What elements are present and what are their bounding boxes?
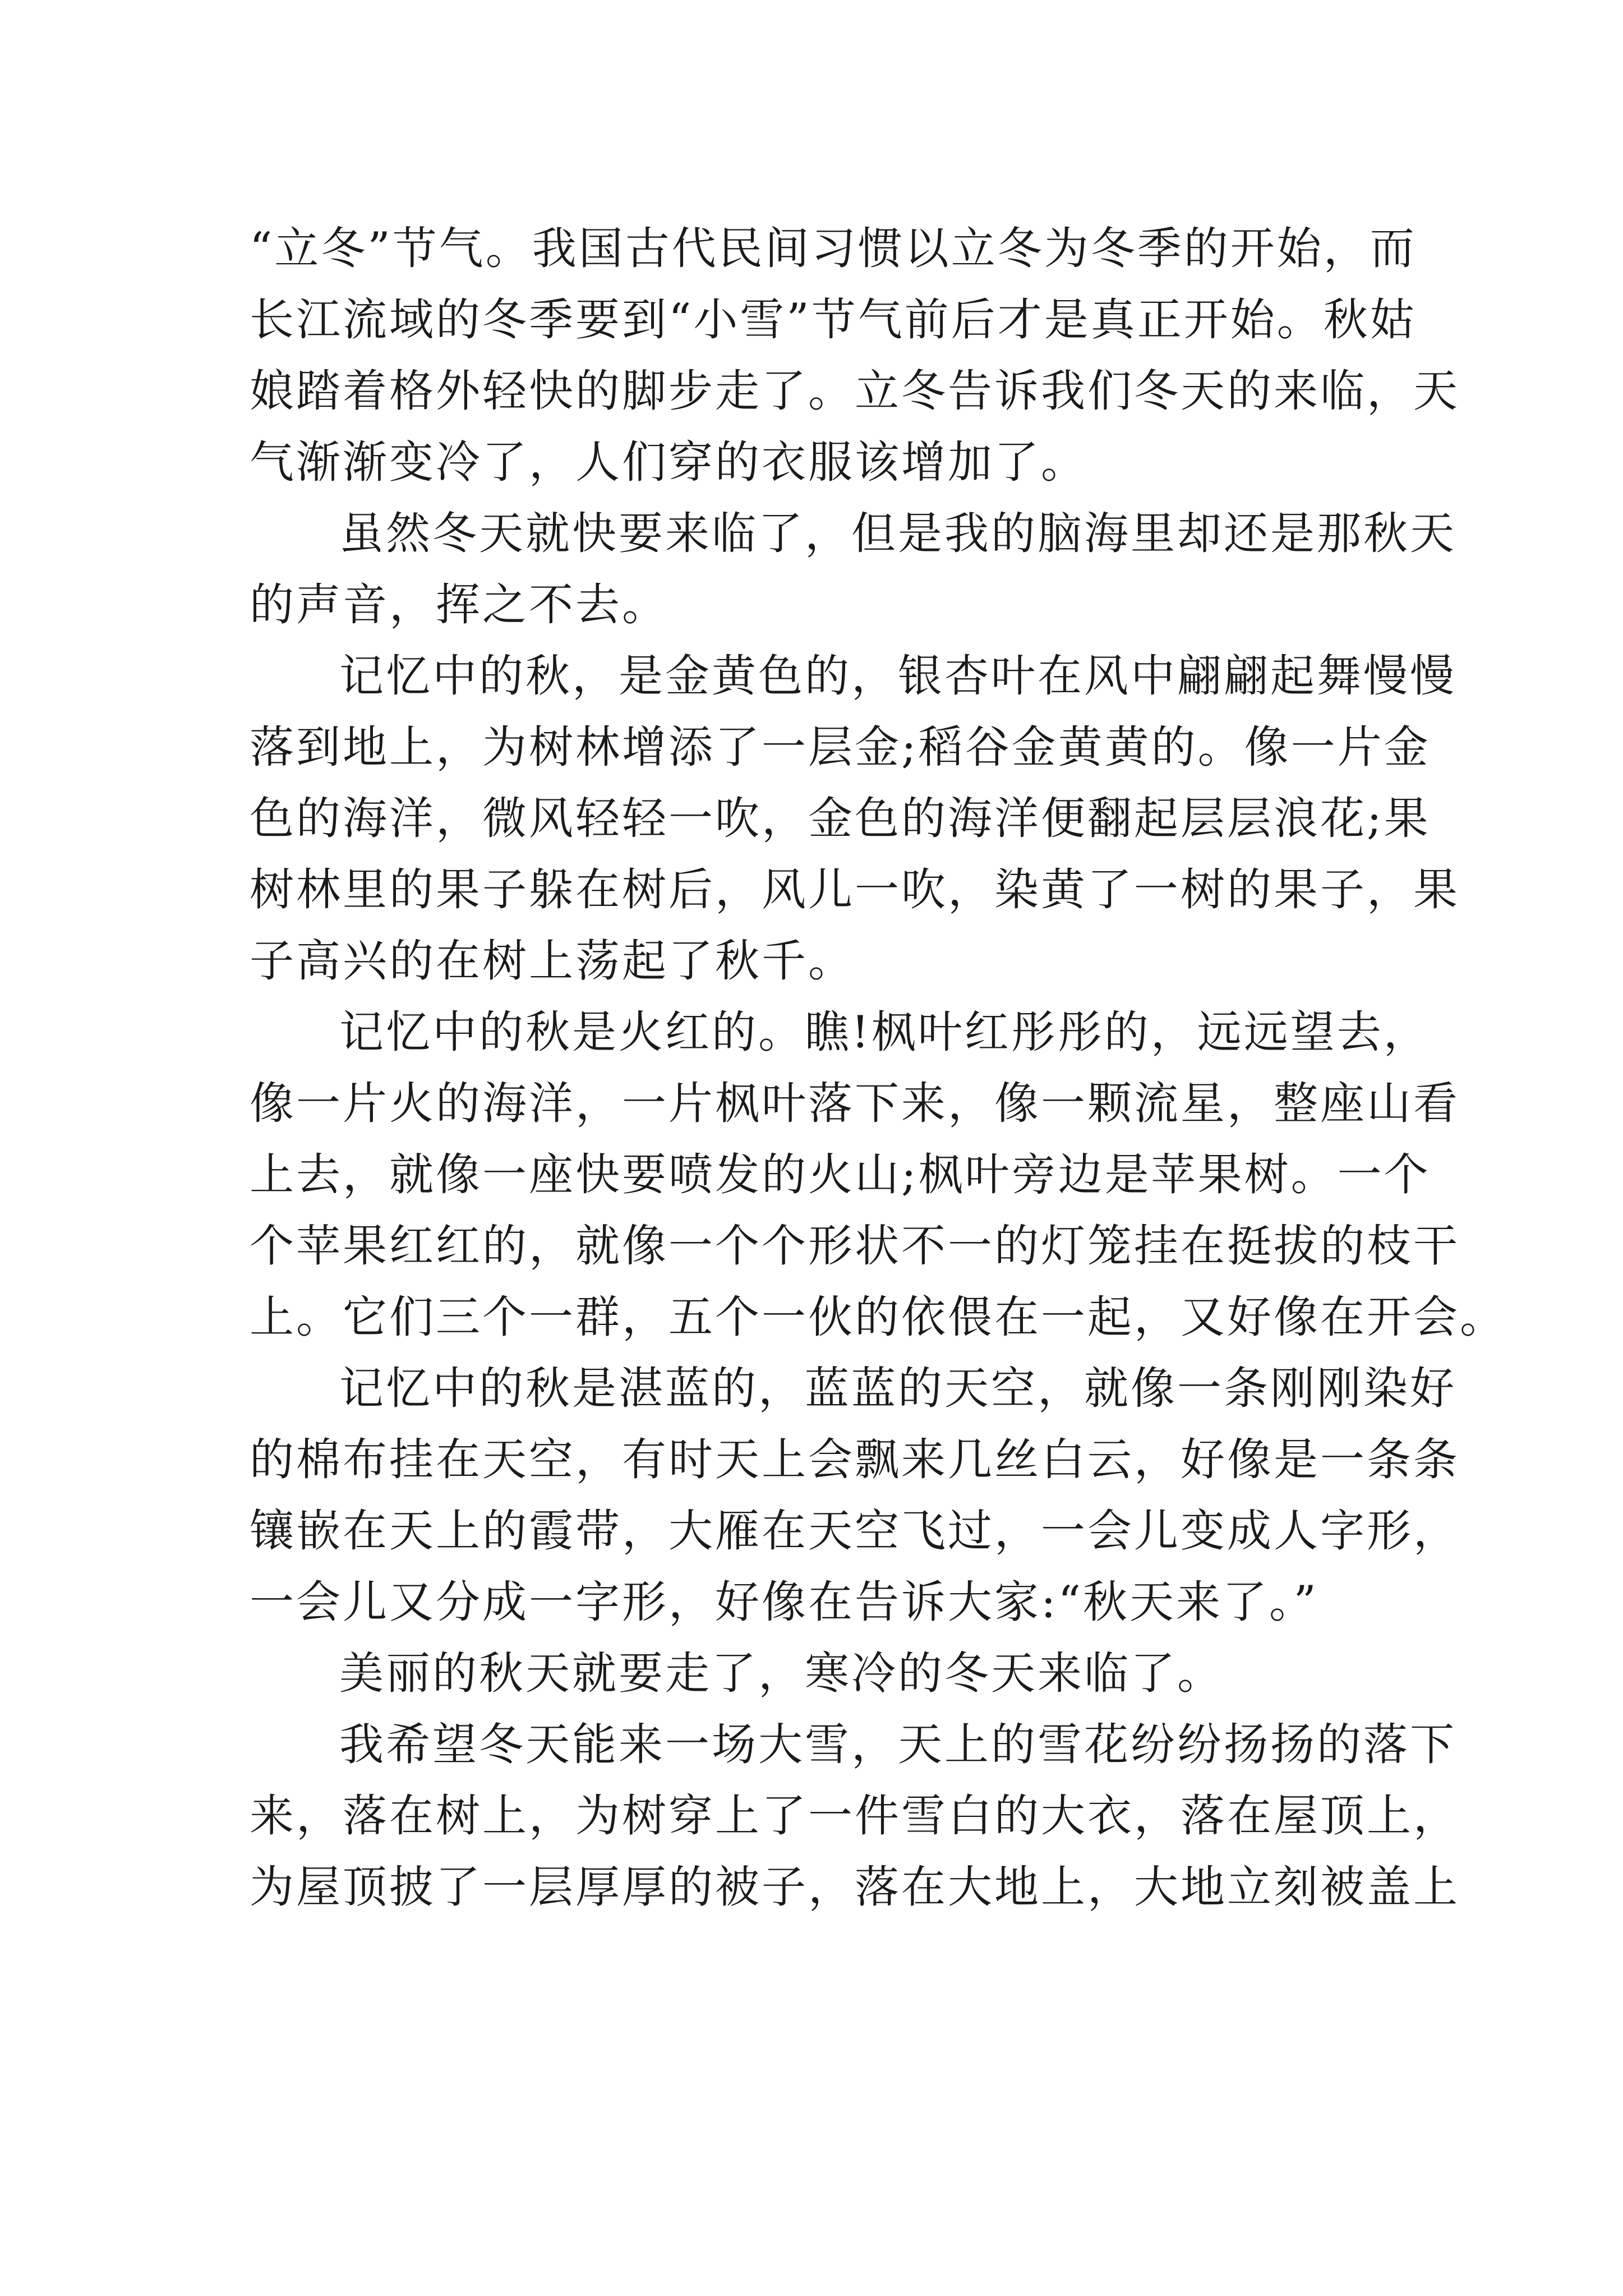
text-line: 上。它们三个一群，五个一伙的依偎在一起，又好像在开会。 bbox=[250, 1291, 1506, 1343]
text-line: 的棉布挂在天空，有时天上会飘来几丝白云，好像是一条条 bbox=[250, 1434, 1460, 1485]
text-line: 像一片火的海洋，一片枫叶落下来，像一颗流星，整座山看 bbox=[250, 1078, 1460, 1129]
text-line: 为屋顶披了一层厚厚的被子，落在大地上，大地立刻被盖上 bbox=[250, 1861, 1460, 1913]
text-line: 长江流域的冬季要到“小雪”节气前后才是真正开始。秋姑 bbox=[250, 294, 1417, 346]
text-line: 上去，就像一座快要喷发的火山;枫叶旁边是苹果树。一个 bbox=[250, 1149, 1431, 1200]
paragraph-first-line: 虽然冬天就快要来临了，但是我的脑海里却还是那秋天 bbox=[339, 508, 1456, 559]
paragraph-first-line: 我希望冬天能来一场大雪，天上的雪花纷纷扬扬的落下 bbox=[339, 1719, 1456, 1770]
essay-body bbox=[250, 213, 1506, 1923]
text-line: 落到地上，为树林增添了一层金;稻谷金黄黄的。像一片金 bbox=[250, 721, 1431, 773]
text-line: 娘踏着格外轻快的脚步走了。立冬告诉我们冬天的来临，天 bbox=[250, 365, 1460, 417]
text-line: 来，落在树上，为树穿上了一件雪白的大衣，落在屋顶上， bbox=[250, 1790, 1460, 1842]
text-line: “立冬”节气。我国古代民间习惯以立冬为冬季的开始，而 bbox=[250, 223, 1417, 274]
text-line: 镶嵌在天上的霞带，大雁在天空飞过，一会儿变成人字形， bbox=[250, 1505, 1460, 1557]
text-line: 色的海洋，微风轻轻一吹，金色的海洋便翻起层层浪花;果 bbox=[250, 793, 1431, 844]
paragraph-first-line: 记忆中的秋，是金黄色的，银杏叶在风中翩翩起舞慢慢 bbox=[339, 650, 1456, 702]
paragraph-first-line: 记忆中的秋是火红的。瞧!枫叶红彤彤的，远远望去， bbox=[339, 1006, 1430, 1058]
paragraph-first-line: 记忆中的秋是湛蓝的，蓝蓝的天空，就像一条刚刚染好 bbox=[339, 1363, 1456, 1414]
text-line: 一会儿又分成一字形，好像在告诉大家:“秋天来了。” bbox=[250, 1576, 1318, 1628]
text-line: 气渐渐变冷了，人们穿的衣服该增加了。 bbox=[250, 436, 1087, 488]
text-line: 树林里的果子躲在树后，风儿一吹，染黄了一树的果子，果 bbox=[250, 864, 1460, 915]
paragraph-first-line: 美丽的秋天就要走了，寒冷的冬天来临了。 bbox=[339, 1648, 1224, 1699]
text-line: 个苹果红红的，就像一个个形状不一的灯笼挂在挺拔的枝干 bbox=[250, 1220, 1460, 1272]
text-line: 子高兴的在树上荡起了秋千。 bbox=[250, 935, 855, 987]
text-line: 的声音，挥之不去。 bbox=[250, 579, 668, 631]
